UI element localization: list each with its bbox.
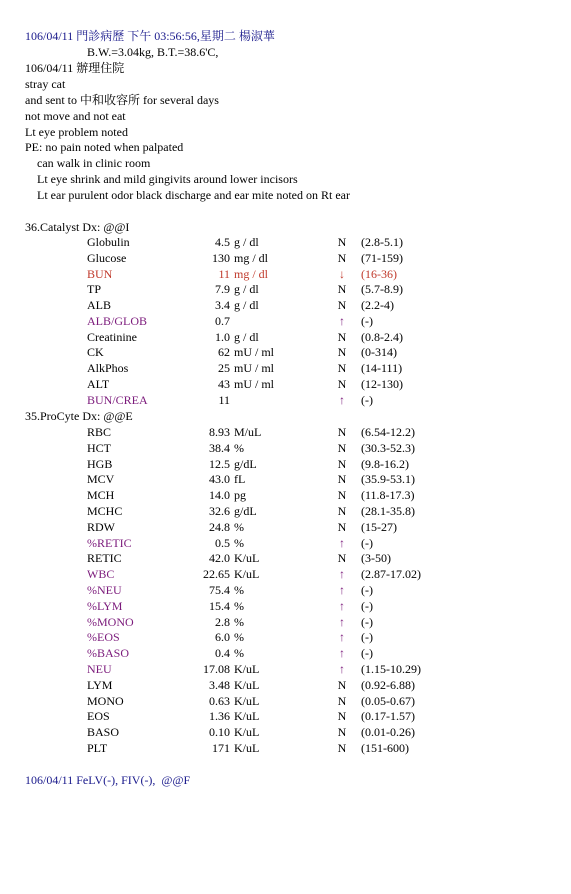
test-flag: N — [337, 488, 347, 503]
test-name: Globulin — [87, 235, 130, 249]
test-range: (0.92-6.88) — [361, 677, 415, 692]
test-flag: ↓ — [339, 266, 345, 281]
result-row — [0, 504, 571, 519]
test-flag: N — [337, 329, 347, 344]
note-line: Lt eye shrink and mild gingivits around lower incisors — [25, 172, 298, 186]
test-value: 2.8 — [215, 614, 230, 629]
test-unit: fL — [234, 472, 246, 487]
result-row — [0, 646, 571, 661]
test-value: 43.0 — [209, 472, 230, 487]
test-name: RBC — [87, 425, 112, 439]
test-range: (30.3-52.3) — [361, 440, 415, 455]
test-unit: K/uL — [234, 662, 260, 676]
test-range: (2.8-5.1) — [361, 235, 403, 249]
test-range: (-) — [361, 598, 373, 613]
test-name: %LYM — [87, 598, 123, 613]
test-value: 38.4 — [209, 440, 230, 455]
test-unit: K/uL — [234, 551, 260, 566]
result-row — [0, 457, 571, 472]
note-line: and sent to 中和收容所 for several days — [25, 93, 219, 107]
test-flag: N — [337, 725, 347, 740]
test-name: %EOS — [87, 630, 120, 645]
test-unit: % — [234, 583, 244, 597]
test-name: ALB/GLOB — [87, 313, 147, 328]
result-row — [0, 314, 571, 329]
result-row — [0, 694, 571, 709]
test-value: 14.0 — [209, 488, 230, 503]
test-value: 7.9 — [215, 282, 230, 297]
test-value: 12.5 — [209, 456, 230, 471]
test-range: (15-27) — [361, 519, 397, 534]
test-unit: g / dl — [234, 235, 259, 249]
test-range: (28.1-35.8) — [361, 504, 415, 518]
test-range: (16-36) — [361, 266, 397, 281]
procyte-title: 35.ProCyte Dx: @@E — [25, 409, 133, 423]
result-row — [0, 361, 571, 376]
test-unit: g/dL — [234, 456, 257, 471]
test-range: (0.8-2.4) — [361, 329, 403, 344]
test-range: (0-314) — [361, 345, 397, 360]
test-flag: N — [337, 250, 347, 265]
test-value: 3.4 — [215, 298, 230, 312]
test-value: 42.0 — [209, 551, 230, 566]
test-name: MCH — [87, 488, 115, 503]
result-row — [0, 251, 571, 266]
test-flag: ↑ — [339, 392, 345, 407]
test-name: WBC — [87, 567, 115, 582]
test-value: 75.4 — [209, 583, 230, 597]
test-flag: N — [337, 519, 347, 534]
result-row — [0, 741, 571, 756]
test-unit: % — [234, 614, 244, 629]
test-unit: K/uL — [234, 741, 260, 755]
test-name: BASO — [87, 725, 120, 740]
test-flag: N — [337, 282, 347, 297]
result-row — [0, 630, 571, 645]
test-value: 15.4 — [209, 598, 230, 613]
test-value: 0.7 — [215, 313, 230, 328]
test-value: 0.5 — [215, 535, 230, 550]
note-line: Lt eye problem noted — [25, 125, 128, 139]
test-unit: mg / dl — [234, 266, 269, 281]
test-range: (-) — [361, 646, 373, 661]
test-value: 171 — [212, 741, 230, 755]
result-row — [0, 709, 571, 724]
test-value: 4.5 — [215, 235, 230, 249]
test-unit: K/uL — [234, 677, 260, 692]
test-name: RETIC — [87, 551, 122, 566]
test-value: 62 — [218, 345, 230, 360]
test-unit: K/uL — [234, 693, 260, 708]
test-name: %BASO — [87, 646, 130, 661]
test-unit: % — [234, 646, 244, 661]
test-range: (5.7-8.9) — [361, 282, 403, 297]
test-unit: mU / ml — [234, 361, 275, 375]
test-name: MCHC — [87, 504, 123, 518]
catalyst-title: 36.Catalyst Dx: @@I — [25, 220, 130, 234]
test-range: (12-130) — [361, 376, 403, 391]
vitals-line: B.W.=3.04kg, B.T.=38.6'C, — [87, 45, 219, 59]
test-name: ALB — [87, 298, 111, 312]
test-flag: N — [337, 709, 347, 724]
test-flag: ↑ — [339, 614, 345, 629]
test-value: 0.4 — [215, 646, 230, 661]
test-unit: K/uL — [234, 709, 260, 724]
test-flag: ↑ — [339, 630, 345, 645]
test-value: 0.63 — [209, 693, 230, 708]
test-flag: N — [337, 472, 347, 487]
test-unit: K/uL — [234, 567, 260, 582]
test-name: Creatinine — [87, 329, 137, 344]
test-value: 25 — [218, 361, 230, 375]
test-flag: ↑ — [339, 598, 345, 613]
test-range: (35.9-53.1) — [361, 472, 415, 487]
result-row — [0, 330, 571, 345]
note-line: not move and not eat — [25, 109, 126, 123]
test-unit: g / dl — [234, 329, 259, 344]
test-flag: N — [337, 376, 347, 391]
test-value: 130 — [212, 250, 230, 265]
test-value: 1.36 — [209, 709, 230, 724]
test-unit: mU / ml — [234, 376, 275, 391]
test-unit: K/uL — [234, 725, 260, 740]
test-unit: g / dl — [234, 298, 259, 312]
test-flag: N — [337, 741, 347, 755]
admission-line: 106/04/11 辦理住院 — [25, 61, 125, 75]
test-flag: N — [337, 345, 347, 360]
test-range: (0.17-1.57) — [361, 709, 415, 724]
test-name: CK — [87, 345, 104, 360]
test-value: 6.0 — [215, 630, 230, 645]
test-value: 11 — [218, 266, 230, 281]
result-row — [0, 488, 571, 503]
test-name: EOS — [87, 709, 110, 724]
test-flag: ↑ — [339, 535, 345, 550]
test-flag: ↑ — [339, 313, 345, 328]
test-flag: N — [337, 504, 347, 518]
test-name: HCT — [87, 440, 111, 455]
result-row — [0, 615, 571, 630]
test-unit: M/uL — [234, 425, 262, 439]
result-row — [0, 678, 571, 693]
test-unit: % — [234, 630, 244, 645]
test-flag: N — [337, 551, 347, 566]
test-value: 22.65 — [203, 567, 230, 582]
test-range: (2.2-4) — [361, 298, 394, 312]
test-unit: mg / dl — [234, 250, 269, 265]
test-flag: N — [337, 425, 347, 439]
test-flag: ↑ — [339, 662, 345, 676]
note-line: stray cat — [25, 77, 66, 91]
test-range: (-) — [361, 392, 373, 407]
test-name: HGB — [87, 456, 113, 471]
result-row — [0, 567, 571, 582]
note-line: PE: no pain noted when palpated — [25, 140, 184, 154]
test-unit: pg — [234, 488, 246, 503]
test-range: (6.54-12.2) — [361, 425, 415, 439]
test-range: (0.01-0.26) — [361, 725, 415, 740]
test-range: (2.87-17.02) — [361, 567, 421, 582]
test-flag: N — [337, 677, 347, 692]
result-row — [0, 472, 571, 487]
test-flag: N — [337, 693, 347, 708]
test-range: (-) — [361, 614, 373, 629]
test-unit: g/dL — [234, 504, 257, 518]
test-range: (9.8-16.2) — [361, 456, 409, 471]
result-row — [0, 345, 571, 360]
test-range: (71-159) — [361, 250, 403, 265]
result-row — [0, 725, 571, 740]
note-line: Lt ear purulent odor black discharge and ear mite noted on Rt ear — [25, 188, 350, 202]
test-value: 11 — [218, 392, 230, 407]
test-name: LYM — [87, 677, 113, 692]
test-unit: % — [234, 519, 244, 534]
test-name: RDW — [87, 519, 115, 534]
note-line: can walk in clinic room — [25, 156, 151, 170]
result-row — [0, 551, 571, 566]
test-name: ALT — [87, 376, 110, 391]
test-range: (0.05-0.67) — [361, 693, 415, 708]
test-flag: N — [337, 235, 347, 249]
test-range: (11.8-17.3) — [361, 488, 415, 503]
result-row — [0, 441, 571, 456]
test-flag: N — [337, 298, 347, 312]
test-name: MONO — [87, 693, 124, 708]
test-name: AlkPhos — [87, 361, 129, 375]
result-row — [0, 267, 571, 282]
test-flag: ↑ — [339, 567, 345, 582]
test-flag: N — [337, 456, 347, 471]
result-row — [0, 583, 571, 598]
result-row — [0, 377, 571, 392]
test-flag: N — [337, 440, 347, 455]
test-name: BUN/CREA — [87, 392, 148, 407]
test-unit: % — [234, 440, 244, 455]
test-value: 17.08 — [203, 662, 230, 676]
result-row — [0, 235, 571, 250]
test-range: (-) — [361, 535, 373, 550]
test-unit: g / dl — [234, 282, 259, 297]
test-range: (1.15-10.29) — [361, 662, 421, 676]
result-row — [0, 298, 571, 313]
test-name: TP — [87, 282, 102, 297]
result-row — [0, 282, 571, 297]
test-flag: ↑ — [339, 583, 345, 597]
test-flag: ↑ — [339, 646, 345, 661]
test-value: 8.93 — [209, 425, 230, 439]
result-row — [0, 536, 571, 551]
test-name: %RETIC — [87, 535, 132, 550]
test-range: (151-600) — [361, 741, 409, 755]
test-name: NEU — [87, 662, 112, 676]
result-row — [0, 425, 571, 440]
test-unit: % — [234, 535, 244, 550]
test-value: 32.6 — [209, 504, 230, 518]
test-unit: mU / ml — [234, 345, 275, 360]
test-value: 1.0 — [215, 329, 230, 344]
test-unit: % — [234, 598, 244, 613]
result-row — [0, 393, 571, 408]
result-row — [0, 599, 571, 614]
test-range: (-) — [361, 313, 373, 328]
test-name: Glucose — [87, 250, 127, 265]
test-name: PLT — [87, 741, 108, 755]
test-name: MCV — [87, 472, 115, 487]
test-range: (14-111) — [361, 361, 403, 375]
test-flag: N — [337, 361, 347, 375]
test-value: 43 — [218, 376, 230, 391]
test-value: 3.48 — [209, 677, 230, 692]
result-row — [0, 662, 571, 677]
visit-header-line: 106/04/11 門診病歷 下午 03:56:56,星期二 楊淑華 — [25, 29, 275, 43]
serology-line: 106/04/11 FeLV(-), FIV(-), @@F — [25, 773, 191, 787]
test-value: 0.10 — [209, 725, 230, 740]
test-range: (3-50) — [361, 551, 391, 566]
test-value: 24.8 — [209, 519, 230, 534]
test-name: BUN — [87, 266, 113, 281]
test-range: (-) — [361, 630, 373, 645]
test-name: %NEU — [87, 583, 122, 597]
test-range: (-) — [361, 583, 373, 597]
test-name: %MONO — [87, 614, 134, 629]
result-row — [0, 520, 571, 535]
